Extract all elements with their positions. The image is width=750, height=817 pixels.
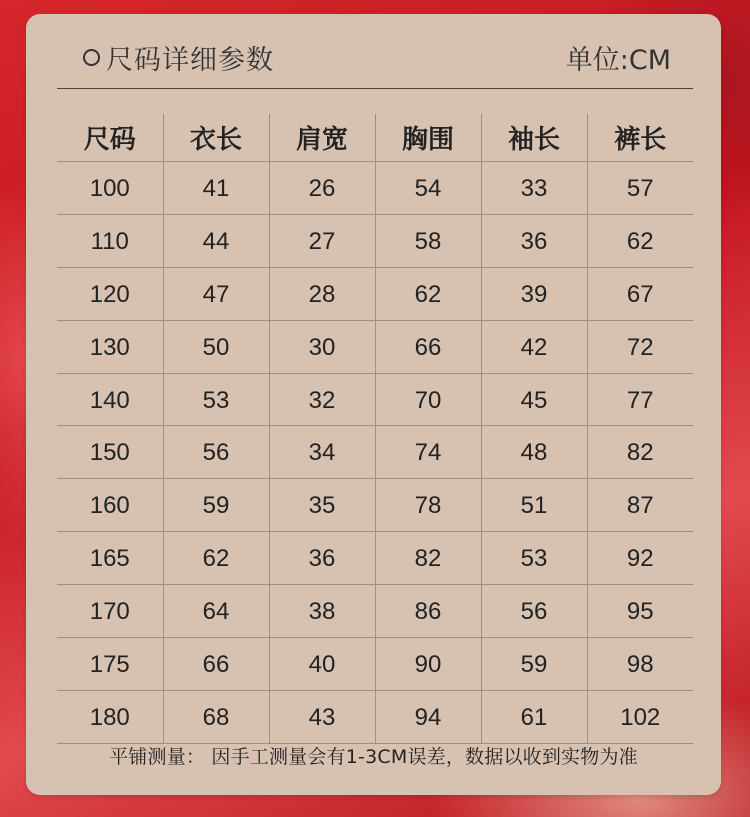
table-cell: 82 bbox=[375, 532, 481, 585]
measurement-note: 平铺测量： 因手工测量会有1-3CM误差，数据以收到实物为准 bbox=[109, 746, 638, 768]
table-cell: 38 bbox=[269, 585, 375, 638]
table-cell: 62 bbox=[587, 214, 693, 267]
table-cell: 53 bbox=[481, 532, 587, 585]
table-cell: 26 bbox=[269, 162, 375, 215]
title-divider bbox=[57, 88, 693, 89]
table-cell: 36 bbox=[269, 532, 375, 585]
table-cell: 100 bbox=[57, 162, 163, 215]
size-table bbox=[57, 114, 693, 744]
table-cell: 62 bbox=[375, 267, 481, 320]
column-header-pants: 裤长 bbox=[587, 114, 693, 162]
table-cell: 175 bbox=[57, 638, 163, 691]
table-cell: 180 bbox=[57, 690, 163, 743]
table-cell: 39 bbox=[481, 267, 587, 320]
table-cell: 95 bbox=[587, 585, 693, 638]
table-cell: 41 bbox=[163, 162, 269, 215]
table-cell: 56 bbox=[163, 426, 269, 479]
table-row bbox=[57, 373, 693, 426]
table-cell: 87 bbox=[587, 479, 693, 532]
table-cell: 98 bbox=[587, 638, 693, 691]
table-cell: 33 bbox=[481, 162, 587, 215]
table-cell: 165 bbox=[57, 532, 163, 585]
table-cell: 150 bbox=[57, 426, 163, 479]
table-cell: 86 bbox=[375, 585, 481, 638]
table-cell: 61 bbox=[481, 690, 587, 743]
table-cell: 51 bbox=[481, 479, 587, 532]
column-header-length: 衣长 bbox=[163, 114, 269, 162]
table-cell: 59 bbox=[163, 479, 269, 532]
table-row bbox=[57, 267, 693, 320]
column-header-sleeve: 袖长 bbox=[481, 114, 587, 162]
section-title bbox=[83, 38, 274, 77]
table-cell: 160 bbox=[57, 479, 163, 532]
table-row bbox=[57, 638, 693, 691]
table-cell: 140 bbox=[57, 373, 163, 426]
table-cell: 66 bbox=[163, 638, 269, 691]
table-cell: 45 bbox=[481, 373, 587, 426]
table-cell: 102 bbox=[587, 690, 693, 743]
unit-label: 单位:CM bbox=[565, 45, 671, 76]
table-cell: 72 bbox=[587, 320, 693, 373]
table-cell: 43 bbox=[269, 690, 375, 743]
table-cell: 27 bbox=[269, 214, 375, 267]
circle-outline-icon bbox=[83, 49, 100, 66]
table-cell: 54 bbox=[375, 162, 481, 215]
table-cell: 67 bbox=[587, 267, 693, 320]
column-header-size: 尺码 bbox=[57, 114, 163, 162]
table-row bbox=[57, 214, 693, 267]
table-cell: 44 bbox=[163, 214, 269, 267]
table-cell: 94 bbox=[375, 690, 481, 743]
table-cell: 77 bbox=[587, 373, 693, 426]
table-cell: 82 bbox=[587, 426, 693, 479]
table-cell: 34 bbox=[269, 426, 375, 479]
column-header-chest: 胸围 bbox=[375, 114, 481, 162]
table-cell: 59 bbox=[481, 638, 587, 691]
table-cell: 90 bbox=[375, 638, 481, 691]
table-cell: 110 bbox=[57, 214, 163, 267]
table-cell: 68 bbox=[163, 690, 269, 743]
table-cell: 40 bbox=[269, 638, 375, 691]
table-row bbox=[57, 532, 693, 585]
table-cell: 48 bbox=[481, 426, 587, 479]
table-cell: 50 bbox=[163, 320, 269, 373]
table-header-row bbox=[57, 114, 693, 162]
table-row bbox=[57, 426, 693, 479]
table-cell: 170 bbox=[57, 585, 163, 638]
table-cell: 42 bbox=[481, 320, 587, 373]
table-row bbox=[57, 479, 693, 532]
table-row bbox=[57, 690, 693, 743]
table-cell: 28 bbox=[269, 267, 375, 320]
table-cell: 58 bbox=[375, 214, 481, 267]
table-cell: 120 bbox=[57, 267, 163, 320]
table-row bbox=[57, 320, 693, 373]
table-cell: 92 bbox=[587, 532, 693, 585]
table-cell: 130 bbox=[57, 320, 163, 373]
table-cell: 64 bbox=[163, 585, 269, 638]
table-cell: 66 bbox=[375, 320, 481, 373]
table-cell: 62 bbox=[163, 532, 269, 585]
section-title-text: 尺码详细参数 bbox=[106, 45, 274, 76]
table-row bbox=[57, 585, 693, 638]
column-header-shoulder: 肩宽 bbox=[269, 114, 375, 162]
table-cell: 35 bbox=[269, 479, 375, 532]
table-row bbox=[57, 162, 693, 215]
table-cell: 56 bbox=[481, 585, 587, 638]
title-row bbox=[26, 14, 721, 88]
table-cell: 30 bbox=[269, 320, 375, 373]
table-cell: 53 bbox=[163, 373, 269, 426]
table-cell: 57 bbox=[587, 162, 693, 215]
table-cell: 47 bbox=[163, 267, 269, 320]
table-cell: 78 bbox=[375, 479, 481, 532]
size-chart-card bbox=[26, 14, 721, 795]
table-cell: 70 bbox=[375, 373, 481, 426]
table-cell: 74 bbox=[375, 426, 481, 479]
table-cell: 32 bbox=[269, 373, 375, 426]
table-cell: 36 bbox=[481, 214, 587, 267]
